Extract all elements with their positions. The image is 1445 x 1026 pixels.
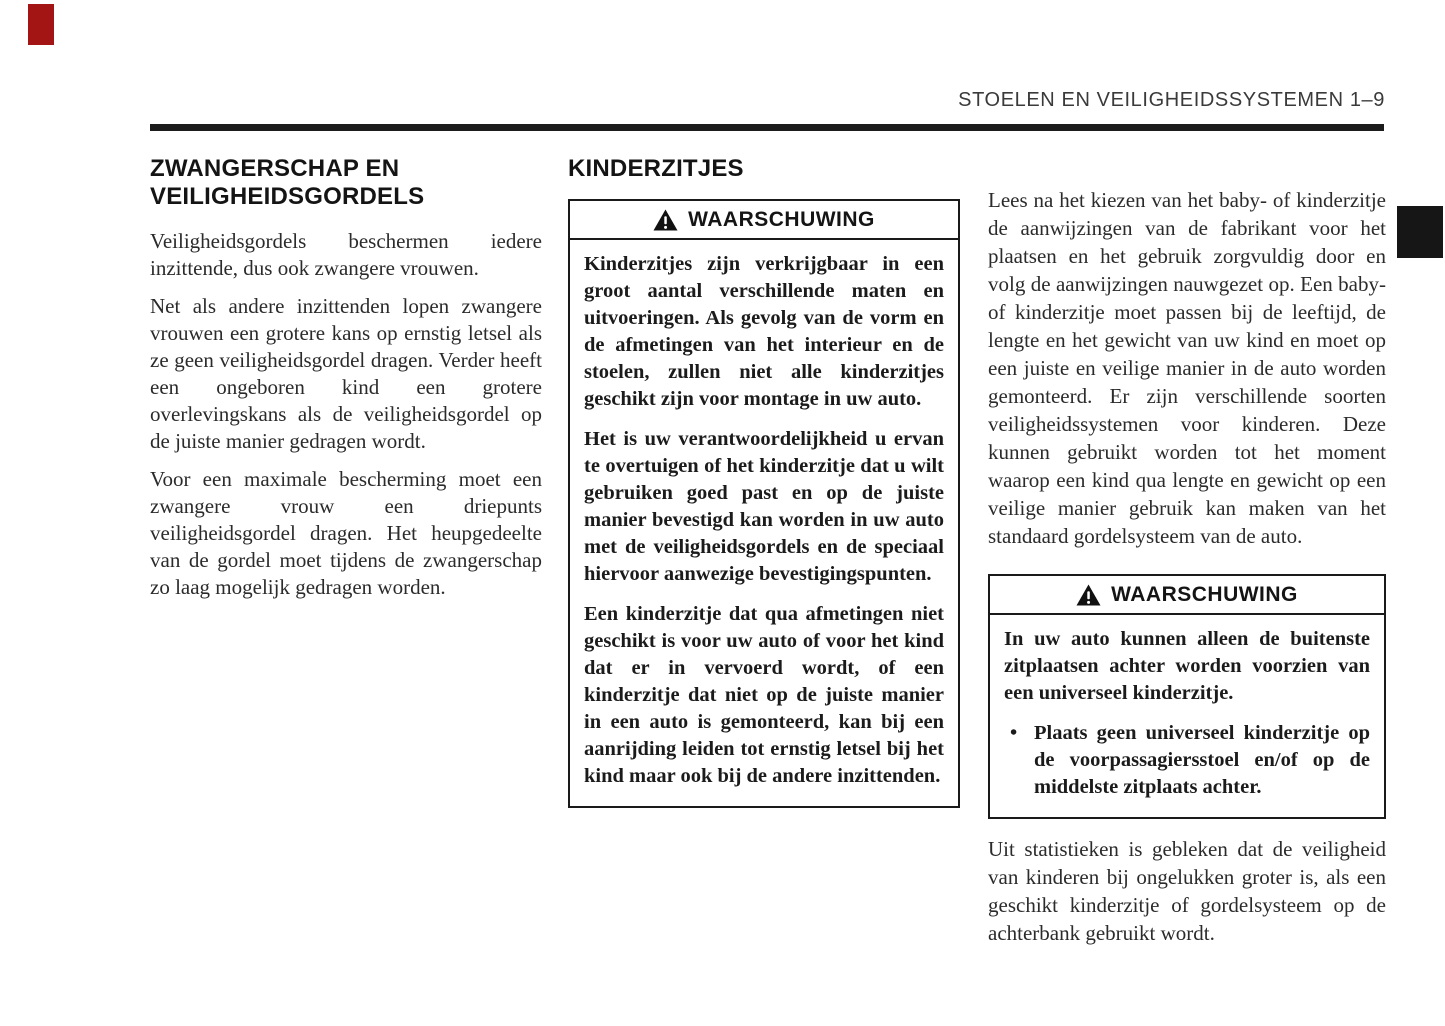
warning-box-body: [570, 240, 958, 806]
warning-label: WAARSCHUWING: [1111, 582, 1298, 606]
right-column: [988, 186, 1386, 947]
red-corner-mark: [28, 4, 54, 45]
page-edge-index-tab: [1397, 206, 1443, 258]
warning-paragraph: Een kinderzitje dat qua afmetingen niet geschikt is voor uw auto of voor het kind dat er in vervoerd wordt, of een kinderzitje dat niet op de juiste manier in een auto is gemonteerd, kan bij een aanrijding leiden tot ernstig letsel bij het kind maar ook bij de andere inzittenden.: [584, 603, 944, 787]
left-column: [150, 155, 542, 601]
warning-box-body: [990, 615, 1384, 817]
warning-paragraph: In uw auto kunnen alleen de buitenste zitplaatsen achter worden voorzien van een universeel kinderzitje.: [1004, 628, 1370, 704]
warning-box-universeel-kinderzitje: [988, 574, 1386, 819]
body-paragraph: Voor een maximale bescherming moet een zwangere vrouw een driepunts veiligheidsgordel dragen. Het heupgedeelte van de gordel moet tijdens de zwangerschap zo laag mogelijk gedragen worden.: [150, 467, 542, 599]
body-paragraph: Net als andere inzittenden lopen zwangere vrouwen een grotere kans op ernstig letsel als ze geen veiligheidsgordel dragen. Verder heeft een ongeboren kind een grotere overlevingskans als de veiligheidsgordel op de juiste manier gedragen wordt.: [150, 294, 542, 453]
warning-triangle-icon: [653, 209, 678, 231]
section-heading-zwangerschap: ZWANGERSCHAP EN VEILIGHEIDSGORDELS: [150, 155, 425, 210]
warning-triangle-icon: [1076, 584, 1101, 606]
warning-paragraph: Kinderzitjes zijn verkrijgbaar in een groot aantal verschillende maten en uitvoeringen. Als gevolg van de vorm en de afmetingen van het interieur en de stoelen, zullen niet alle kinderzitjes geschikt zijn voor montage in uw auto.: [584, 253, 944, 410]
warning-box-header: [570, 201, 958, 240]
warning-paragraph: Het is uw verantwoordelijkheid u ervan te overtuigen of het kinderzitje dat u wilt gebruiken goed past en op de juiste manier bevestigd kan worden in uw auto met de veiligheidsgordels en de speciaal hiervoor aanwezige bevestigingspunten.: [584, 428, 944, 585]
warning-bullet-item: • Plaats geen universeel kinderzitje op de voorpassagiersstoel en/of op de middelste zitplaats achter.: [1004, 720, 1370, 801]
page-header-title: STOELEN EN VEILIGHEIDSSYSTEMEN 1–9: [958, 89, 1385, 111]
warning-box-kinderzitjes: [568, 199, 960, 808]
warning-label: WAARSCHUWING: [688, 207, 875, 231]
warning-box-header: [990, 576, 1384, 615]
body-paragraph: Lees na het kiezen van het baby- of kinderzitje de aanwijzingen van de fabrikant voor het plaatsen en het gebruik zorgvuldig door en volg de aanwijzingen nauwgezet op. Een baby- of kinderzitje moet passen bij de leeftijd, de lengte en het gewicht van uw kind en moet op een juiste en veilige manier in de auto worden gemonteerd. Er zijn verschillende soorten veiligheidssystemen voor kinderen. Deze kunnen gebruikt worden tot het moment waarop een kind qua lengte en gewicht op een veilige manier gebruik kan maken van het standaard gordelsysteem van de auto.: [988, 188, 1386, 548]
middle-column: [568, 155, 960, 808]
section-heading-kinderzitjes: KINDERZITJES: [568, 155, 744, 182]
body-paragraph: Veiligheidsgordels beschermen iedere inzittende, dus ook zwangere vrouwen.: [150, 229, 542, 280]
header-rule: [150, 124, 1384, 131]
body-paragraph: Uit statistieken is gebleken dat de veiligheid van kinderen bij ongelukken groter is, als een geschikt kinderzitje of gordelsysteem op de achterbank gebruikt wordt.: [988, 837, 1386, 945]
